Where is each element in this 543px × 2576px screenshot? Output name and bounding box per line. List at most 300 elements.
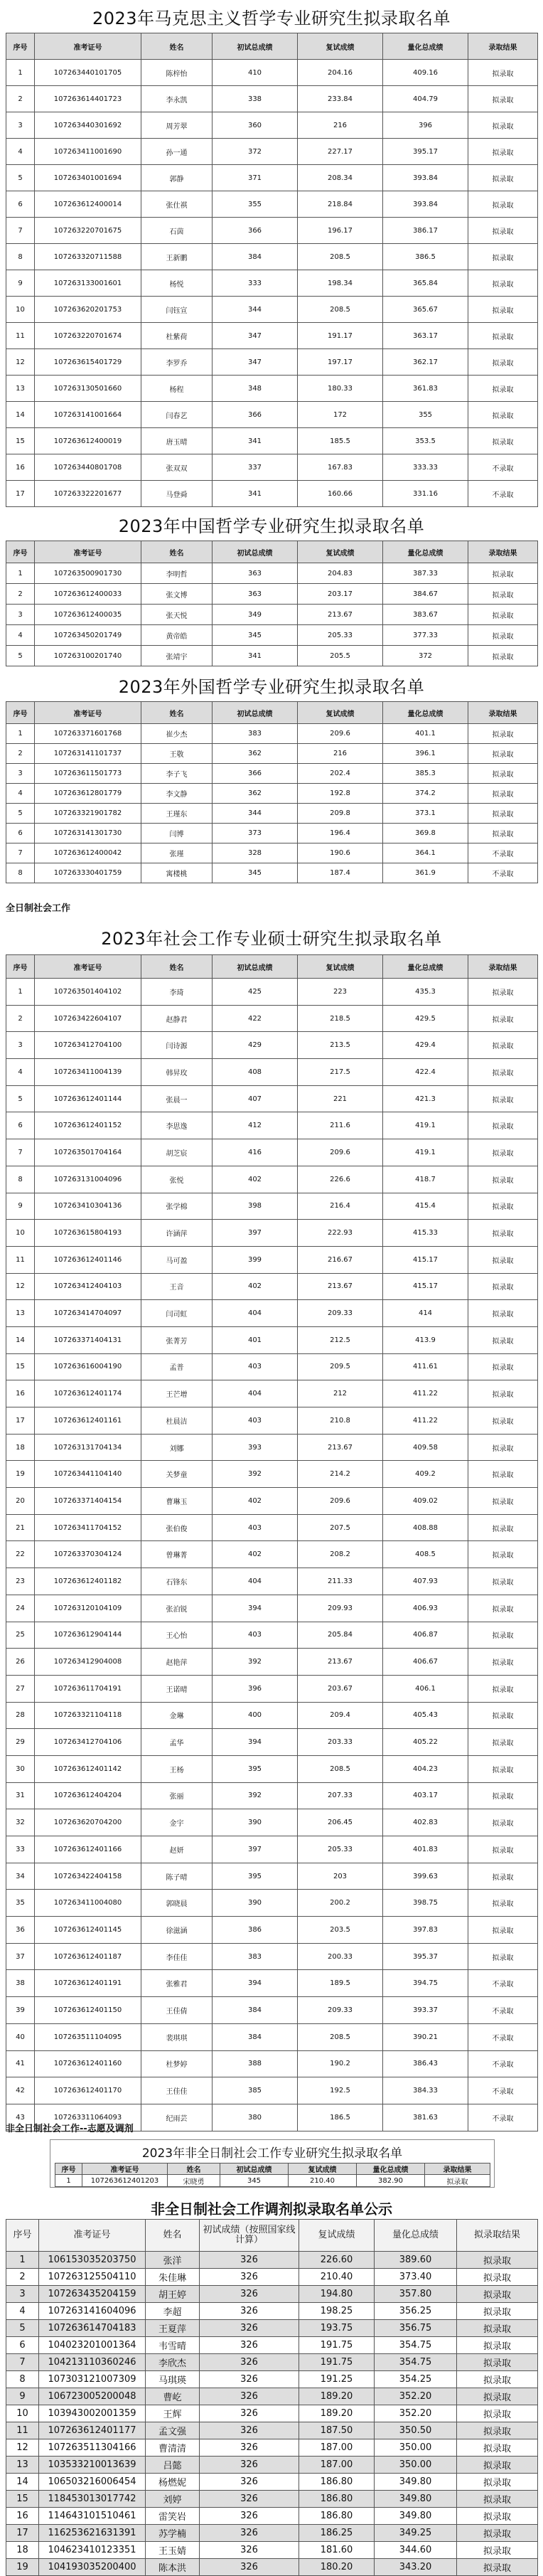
table-cell: 刘婷 — [146, 2491, 200, 2508]
table-cell: 107263411004139 — [35, 1059, 141, 1086]
table-cell: 397 — [213, 1220, 298, 1247]
table-cell: 107263612801779 — [35, 784, 141, 804]
table-cell: 422 — [213, 1005, 298, 1032]
table-cell: 326 — [200, 2491, 299, 2508]
table-cell: 拟录取 — [468, 1193, 538, 1220]
table-cell: 377.33 — [383, 625, 468, 646]
table-cell: 38 — [6, 1970, 35, 1997]
table-cell: 107263131004096 — [35, 1166, 141, 1193]
table-cell: 拟录取 — [468, 724, 538, 744]
table-cell: 杜晨洁 — [141, 1407, 213, 1435]
table-cell: 6 — [6, 824, 35, 843]
table-cell: 拟录取 — [457, 2439, 538, 2457]
table-cell: 拟录取 — [468, 376, 538, 402]
table-cell: 李明哲 — [141, 563, 213, 584]
table-cell: 8 — [6, 244, 35, 270]
table-cell: 399.63 — [383, 1863, 468, 1890]
column-header: 序号 — [6, 33, 35, 60]
table-cell: 193.75 — [299, 2320, 375, 2337]
table-cell: 107263612400033 — [35, 584, 141, 605]
table-cell: 347 — [213, 323, 298, 349]
table-cell: 429.5 — [383, 1005, 468, 1032]
table-cell: 张悦 — [141, 1166, 213, 1193]
table-cell: 107263612401144 — [35, 1085, 141, 1112]
table-cell: 陈本洪 — [146, 2559, 200, 2576]
table-cell: 216 — [298, 744, 383, 764]
table-cell: 411.22 — [383, 1380, 468, 1407]
table-cell: 拟录取 — [468, 784, 538, 804]
table-cell: 218.84 — [298, 191, 383, 218]
table-row — [6, 1246, 538, 1273]
table-cell: 107263371404154 — [35, 1488, 141, 1515]
table-cell: 胡芝宸 — [141, 1139, 213, 1166]
table-cell: 11 — [6, 1246, 35, 1273]
table-row — [6, 1434, 538, 1461]
table-cell: 14 — [6, 2474, 39, 2491]
table-cell: 107263612404204 — [35, 1782, 141, 1809]
table-cell: 拟录取 — [468, 1059, 538, 1086]
table-cell: 拟录取 — [468, 979, 538, 1006]
table-cell: 107263141604096 — [39, 2303, 146, 2320]
table-cell: 209.4 — [298, 1702, 383, 1729]
table-row — [6, 979, 538, 1006]
table-cell: 208.5 — [298, 1755, 383, 1782]
table-cell: 402 — [213, 1166, 298, 1193]
table-cell: 362 — [213, 744, 298, 764]
table-cell: 16 — [6, 1380, 35, 1407]
table-cell: 张丽 — [141, 1782, 213, 1809]
table-cell: 黄帝皓 — [141, 625, 213, 646]
table-cell: 33 — [6, 1836, 35, 1863]
table-cell: 拟录取 — [468, 563, 538, 584]
table-cell: 356.75 — [375, 2320, 457, 2337]
column-header: 录取结果 — [468, 33, 538, 60]
table-cell: 107263612401146 — [35, 1246, 141, 1273]
table-cell: 闫博 — [141, 824, 213, 843]
table-cell: 406.67 — [383, 1649, 468, 1676]
table-cell: 328 — [213, 843, 298, 863]
table-cell: 380 — [213, 2104, 298, 2131]
table-cell: 拟录取 — [468, 744, 538, 764]
table-cell: 107263612401174 — [35, 1380, 141, 1407]
column-header: 录取结果 — [468, 955, 538, 979]
table-cell: 383 — [213, 1943, 298, 1970]
table-cell: 107263612400019 — [35, 428, 141, 454]
table-cell: 406.93 — [383, 1595, 468, 1622]
table-cell: 杜紫荷 — [141, 323, 213, 349]
table-cell: 16 — [6, 454, 35, 481]
table-cell: 41 — [6, 2050, 35, 2077]
table-cell: 107263614704183 — [39, 2320, 146, 2337]
table-row — [6, 376, 538, 402]
table-cell: 张瑾 — [141, 843, 213, 863]
table-cell: 10 — [6, 297, 35, 323]
table-cell: 209.33 — [298, 1997, 383, 2024]
table-cell: 张晨一 — [141, 1085, 213, 1112]
table-cell: 208.34 — [298, 165, 383, 191]
table-cell: 216 — [298, 112, 383, 139]
parttime-box — [50, 2139, 495, 2188]
table-cell: 366 — [213, 402, 298, 428]
table-row — [6, 824, 538, 843]
table-cell: 326 — [200, 2303, 299, 2320]
table-cell: 14 — [6, 402, 35, 428]
table-cell: 1 — [6, 60, 35, 86]
table-cell: 385 — [213, 2077, 298, 2104]
table-cell: 拟录取 — [457, 2354, 538, 2371]
table-cell: 372 — [383, 646, 468, 666]
table-cell: 40 — [6, 2023, 35, 2050]
table-cell: 107263370304124 — [35, 1541, 141, 1568]
table-cell: 365.84 — [383, 270, 468, 297]
table-cell: 221 — [298, 1085, 383, 1112]
table-cell: 203 — [298, 1863, 383, 1890]
table-cell: 4 — [6, 139, 35, 165]
table-cell: 209.8 — [298, 804, 383, 824]
table-cell: 181.60 — [299, 2542, 375, 2559]
table-cell: 杜梦婷 — [141, 2050, 213, 2077]
table-cell: 350.00 — [375, 2457, 457, 2474]
table-cell: 196.17 — [298, 218, 383, 244]
table-cell: 孟普 — [141, 1353, 213, 1380]
table-cell: 金宇 — [141, 1809, 213, 1836]
table-cell: 李琦 — [141, 979, 213, 1006]
table-cell: 拟录取 — [457, 2405, 538, 2422]
table-cell: 209.5 — [298, 1353, 383, 1380]
table-row — [6, 112, 538, 139]
table-cell: 拟录取 — [457, 2337, 538, 2354]
table-cell: 212.5 — [298, 1326, 383, 1353]
table-row — [6, 481, 538, 507]
table-cell: 107263371404131 — [35, 1326, 141, 1353]
table-cell: 210.40 — [289, 2175, 357, 2187]
table-cell: 拟录取 — [468, 1032, 538, 1059]
table-cell: 7 — [6, 218, 35, 244]
table-row — [6, 2388, 538, 2405]
table-cell: 拟录取 — [468, 1917, 538, 1944]
table-row — [6, 1836, 538, 1863]
table-cell: 李佳佳 — [141, 1943, 213, 1970]
table-cell: 107263614401723 — [35, 86, 141, 112]
table-cell: 363 — [213, 584, 298, 605]
column-header: 量化总成绩 — [383, 33, 468, 60]
table-cell: 1 — [6, 724, 35, 744]
table-cell: 349.80 — [375, 2474, 457, 2491]
table-cell: 435.3 — [383, 979, 468, 1006]
table-cell: 202.4 — [298, 764, 383, 784]
table-cell: 395.17 — [383, 139, 468, 165]
table-row — [6, 2354, 538, 2371]
table-cell: 不录取 — [468, 2023, 538, 2050]
table-cell: 326 — [200, 2388, 299, 2405]
table-cell: 不录取 — [468, 843, 538, 863]
table-cell: 344 — [213, 297, 298, 323]
table-cell: 107263611704191 — [35, 1675, 141, 1702]
table-cell: 227.17 — [298, 139, 383, 165]
table-cell: 107263422604107 — [35, 1005, 141, 1032]
table-cell: 409.58 — [383, 1434, 468, 1461]
table-cell: 107263612401142 — [35, 1755, 141, 1782]
table-cell: 107263612401150 — [35, 1997, 141, 2024]
table-cell: 216.67 — [298, 1246, 383, 1273]
table-cell: 10 — [6, 1220, 35, 1247]
table-cell: 354.25 — [375, 2371, 457, 2388]
table-cell: 拟录取 — [468, 1863, 538, 1890]
table-cell: 396 — [383, 112, 468, 139]
table-cell: 404.23 — [383, 1755, 468, 1782]
table-cell: 425 — [213, 979, 298, 1006]
table-cell: 233.84 — [298, 86, 383, 112]
table-cell: 213.5 — [298, 1032, 383, 1059]
column-header: 复试成绩 — [298, 541, 383, 563]
table-cell: 孟文强 — [146, 2422, 200, 2439]
section-label-fulltime: 全日制社会工作 — [6, 903, 71, 914]
table-cell: 363 — [213, 563, 298, 584]
table-cell: 1 — [6, 979, 35, 1006]
table-cell: 381.63 — [383, 2104, 468, 2131]
column-header: 复试成绩 — [289, 2163, 357, 2175]
table-cell: 拟录取 — [468, 112, 538, 139]
table-cell: 不录取 — [468, 1970, 538, 1997]
table-row — [6, 2023, 538, 2050]
table-cell: 107263371601768 — [35, 724, 141, 744]
table-cell: 拟录取 — [457, 2269, 538, 2286]
table-cell: 107263422404158 — [35, 1863, 141, 1890]
table-cell: 107263141101737 — [35, 744, 141, 764]
table-cell: 326 — [200, 2542, 299, 2559]
table-cell: 14 — [6, 1326, 35, 1353]
table-cell: 金琳 — [141, 1702, 213, 1729]
column-header: 姓名 — [141, 541, 213, 563]
table-cell: 192.5 — [298, 2077, 383, 2104]
table-cell: 拟录取 — [457, 2388, 538, 2405]
table-cell: 371 — [213, 165, 298, 191]
table-row — [6, 402, 538, 428]
table-cell: 不录取 — [468, 481, 538, 507]
table-cell: 不录取 — [468, 863, 538, 883]
table-cell: 326 — [200, 2508, 299, 2525]
table-cell: 拟录取 — [468, 1675, 538, 1702]
table-cell: 387.33 — [383, 563, 468, 584]
table-cell: 419.1 — [383, 1112, 468, 1139]
table-cell: 194.80 — [299, 2286, 375, 2303]
table-row — [6, 1917, 538, 1944]
table-cell: 张天悦 — [141, 605, 213, 625]
table-cell: 11 — [6, 323, 35, 349]
table-cell: 42 — [6, 2077, 35, 2104]
table-row — [6, 1729, 538, 1756]
table-row — [6, 1085, 538, 1112]
table-cell: 曹琳玉 — [141, 1488, 213, 1515]
table-row — [6, 270, 538, 297]
table-cell: 386.17 — [383, 218, 468, 244]
table-cell: 9 — [6, 2388, 39, 2405]
table-row — [6, 1595, 538, 1622]
table-cell: 198.25 — [299, 2303, 375, 2320]
table-cell: 10 — [6, 2405, 39, 2422]
table-cell: 拟录取 — [468, 1755, 538, 1782]
table-cell: 402.83 — [383, 1809, 468, 1836]
table-row — [6, 1166, 538, 1193]
table-row — [6, 191, 538, 218]
table-cell: 拟录取 — [468, 1541, 538, 1568]
table-cell: 211.6 — [298, 1112, 383, 1139]
table-cell: 拟录取 — [468, 1809, 538, 1836]
table-cell: 326 — [200, 2286, 299, 2303]
table-cell: 374.2 — [383, 784, 468, 804]
table-cell: 107263120104109 — [35, 1595, 141, 1622]
column-header: 拟录取结果 — [457, 2220, 538, 2252]
table-cell: 409.02 — [383, 1488, 468, 1515]
table-cell: 13 — [6, 2457, 39, 2474]
table-cell: 213.67 — [298, 1434, 383, 1461]
table-cell: 王佳佳 — [141, 2077, 213, 2104]
table-cell: 185.5 — [298, 428, 383, 454]
table-cell: 35 — [6, 1890, 35, 1917]
table-cell: 347 — [213, 349, 298, 376]
table-cell: 拟录取 — [468, 139, 538, 165]
table-cell: 拟录取 — [468, 584, 538, 605]
table-cell: 345 — [213, 863, 298, 883]
table-cell: 张仕祺 — [141, 191, 213, 218]
table-row — [6, 2303, 538, 2320]
table-cell: 326 — [200, 2320, 299, 2337]
table-cell: 拟录取 — [468, 824, 538, 843]
table-cell: 张泊锐 — [141, 1595, 213, 1622]
table-cell: 393.37 — [383, 1997, 468, 2024]
table-cell: 拟录取 — [468, 1595, 538, 1622]
table-cell: 徐滋涵 — [141, 1917, 213, 1944]
table-cell: 361.83 — [383, 376, 468, 402]
table-cell: 拟录取 — [468, 1702, 538, 1729]
table-cell: 107263410304136 — [35, 1193, 141, 1220]
table-cell: 410 — [213, 60, 298, 86]
table-cell: 217.5 — [298, 1059, 383, 1086]
column-header: 序号 — [6, 2220, 39, 2252]
table-cell: 386.43 — [383, 2050, 468, 2077]
table-cell: 396 — [213, 1675, 298, 1702]
table-cell: 404.79 — [383, 86, 468, 112]
table-cell: 29 — [6, 1729, 35, 1756]
table-cell: 拟录取 — [457, 2422, 538, 2439]
table-cell: 张洋 — [146, 2252, 200, 2269]
table-row — [6, 744, 538, 764]
table-cell: 赵艳萍 — [141, 1649, 213, 1676]
table-cell: 326 — [200, 2405, 299, 2422]
table-cell: 401.83 — [383, 1836, 468, 1863]
table-row — [6, 1809, 538, 1836]
table-cell: 326 — [200, 2422, 299, 2439]
table-cell: 373 — [213, 824, 298, 843]
table-cell: 209.33 — [298, 1300, 383, 1327]
table-cell: 王辉 — [146, 2405, 200, 2422]
table-cell: 397 — [213, 1836, 298, 1863]
table-cell: 107263311064093 — [35, 2104, 141, 2131]
table-row — [6, 1326, 538, 1353]
table-cell: 107263612401191 — [35, 1970, 141, 1997]
table-cell: 107263501404102 — [35, 979, 141, 1006]
table-row — [6, 2559, 538, 2576]
table-row — [6, 2474, 538, 2491]
table-cell: 闫诗源 — [141, 1032, 213, 1059]
table-cell: 拟录取 — [468, 1568, 538, 1595]
table-cell: 363.17 — [383, 323, 468, 349]
page-title-parttime: 2023年非全日制社会工作专业研究生拟录取名单 — [141, 2146, 403, 2161]
table-cell: 韦雪晴 — [146, 2337, 200, 2354]
table-cell: 222.93 — [298, 1220, 383, 1247]
table-cell: 404 — [213, 1380, 298, 1407]
table-row — [6, 563, 538, 584]
table-cell: 拟录取 — [468, 1085, 538, 1112]
table-row — [6, 2491, 538, 2508]
table-cell: 203.5 — [298, 1917, 383, 1944]
table-cell: 9 — [6, 1193, 35, 1220]
table-cell: 4 — [6, 625, 35, 646]
table-cell: 16 — [6, 2508, 39, 2525]
table-cell: 5 — [6, 804, 35, 824]
table-cell: 399 — [213, 1246, 298, 1273]
table-cell: 拟录取 — [468, 323, 538, 349]
table-cell: 372 — [213, 139, 298, 165]
table-row — [6, 2337, 538, 2354]
table-cell: 107263401001694 — [35, 165, 141, 191]
table-row — [6, 605, 538, 625]
table-adjust — [6, 2219, 538, 2576]
table-cell: 106723005200048 — [39, 2388, 146, 2405]
table-cell: 17 — [6, 2525, 39, 2542]
table-cell: 107263220701675 — [35, 218, 141, 244]
table-cell: 191.25 — [299, 2371, 375, 2388]
table-cell: 拟录取 — [468, 1434, 538, 1461]
table-cell: 拟录取 — [468, 804, 538, 824]
table-cell: 419.1 — [383, 1139, 468, 1166]
table-cell: 107263412704106 — [35, 1729, 141, 1756]
table-cell: 355 — [383, 402, 468, 428]
table-cell: 350.00 — [375, 2439, 457, 2457]
column-header: 准考证号 — [35, 33, 141, 60]
table-cell: 1 — [55, 2175, 82, 2187]
table-cell: 2 — [6, 744, 35, 764]
table-cell: 107263615401729 — [35, 349, 141, 376]
table-cell: 李思逸 — [141, 1112, 213, 1139]
table-cell: 186.80 — [299, 2508, 375, 2525]
table-cell: 404 — [213, 1300, 298, 1327]
table-cell: 4 — [6, 784, 35, 804]
table-cell: 107263511304166 — [39, 2439, 146, 2457]
table-row — [6, 863, 538, 883]
table-row — [6, 625, 538, 646]
table-cell: 拟录取 — [468, 1139, 538, 1166]
table-cell: 386.5 — [383, 244, 468, 270]
table-row — [6, 454, 538, 481]
table-cell: 拟录取 — [468, 86, 538, 112]
table-cell: 190.2 — [298, 2050, 383, 2077]
table-cell: 周芳翠 — [141, 112, 213, 139]
table-cell: 107263412704100 — [35, 1032, 141, 1059]
table-cell: 411.22 — [383, 1407, 468, 1435]
table-cell: 203.33 — [298, 1729, 383, 1756]
table-cell: 107263414704097 — [35, 1300, 141, 1327]
column-header: 复试成绩 — [299, 2220, 375, 2252]
table-cell: 唐玉晴 — [141, 428, 213, 454]
table-cell: 364.1 — [383, 843, 468, 863]
table-cell: 8 — [6, 2371, 39, 2388]
table-cell: 王音 — [141, 1273, 213, 1300]
table-row — [6, 2457, 538, 2474]
table-cell: 107263616004190 — [35, 1353, 141, 1380]
column-header: 准考证号 — [39, 2220, 146, 2252]
table-cell: 107263322201677 — [35, 481, 141, 507]
